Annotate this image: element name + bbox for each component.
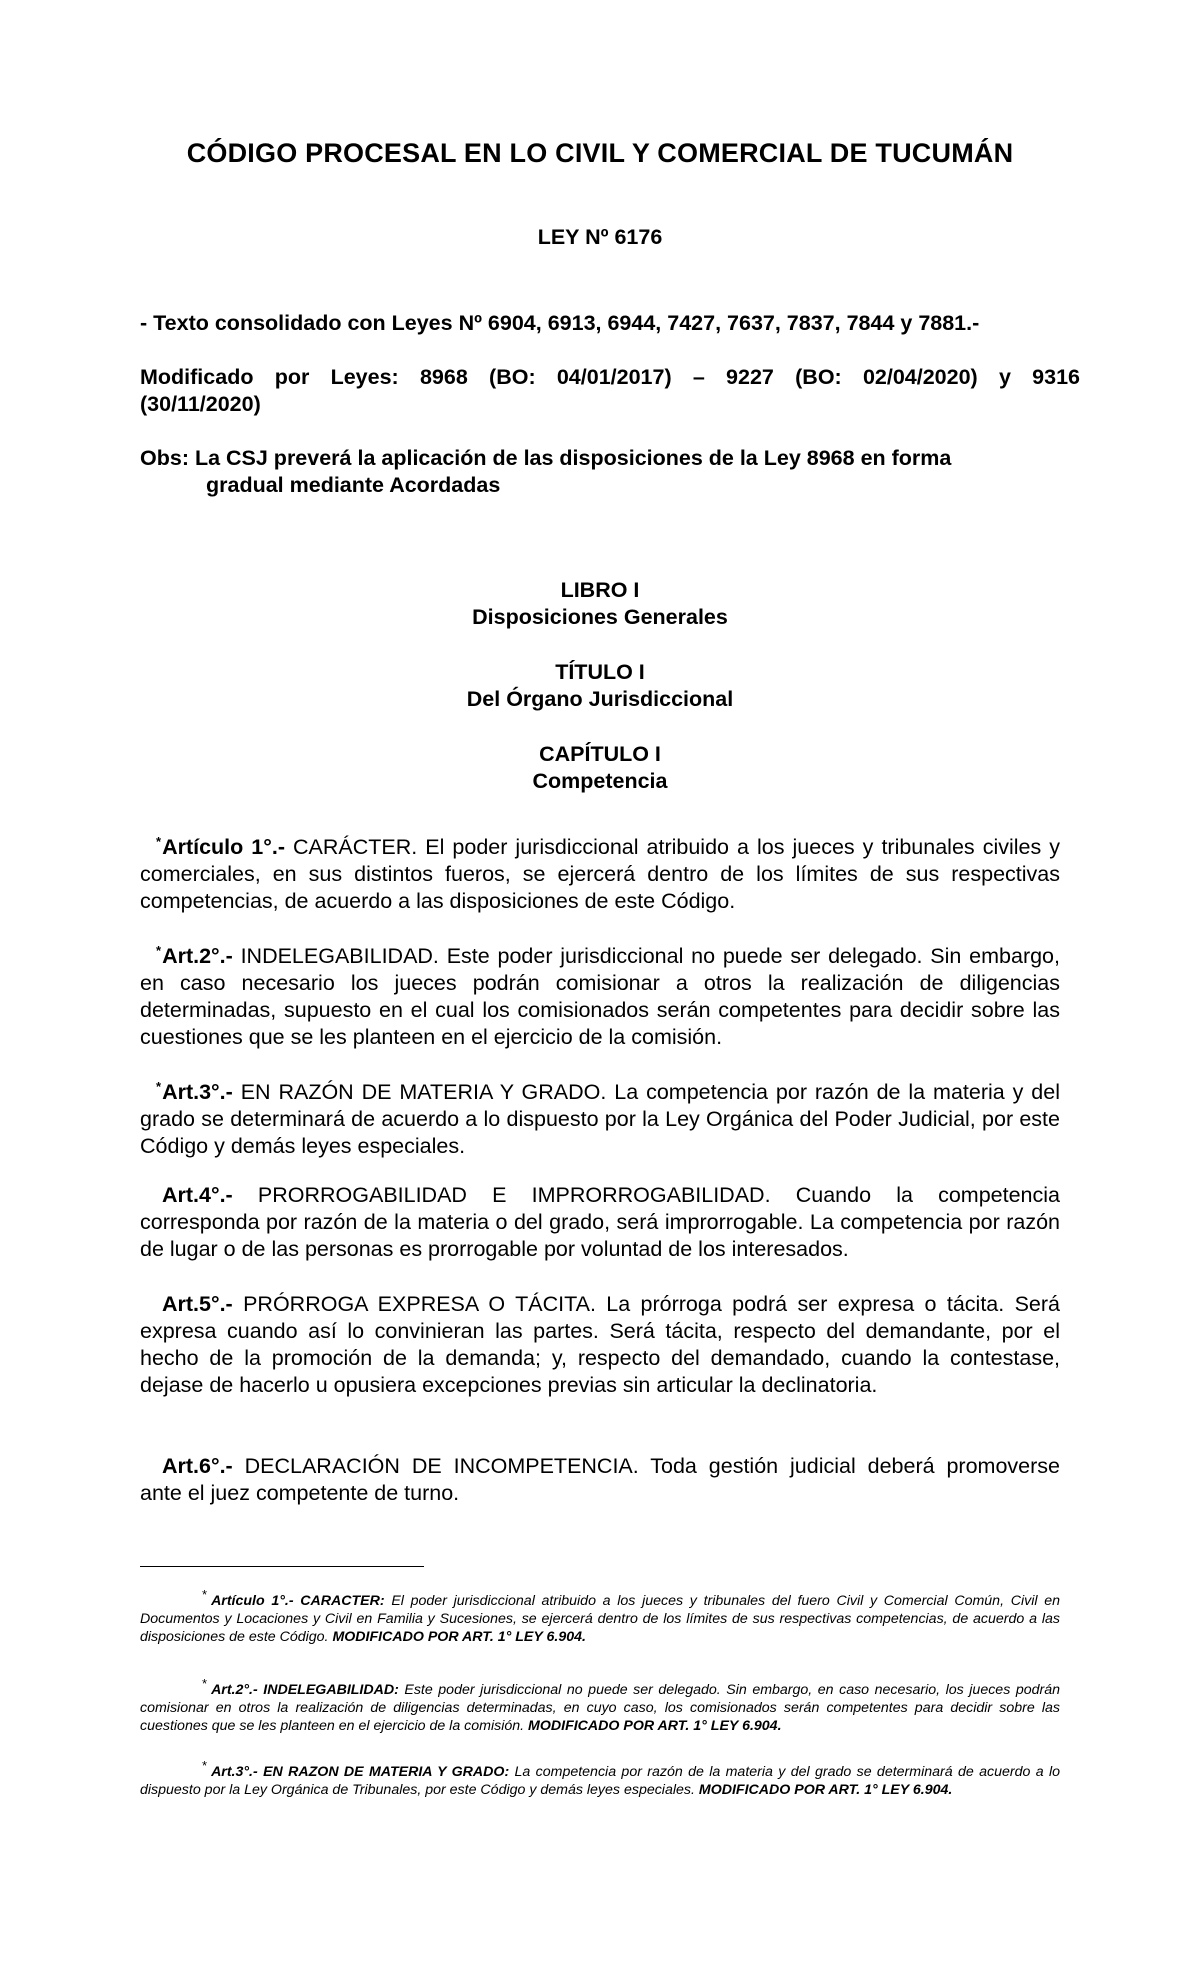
chapter-subtitle: Competencia (532, 769, 668, 793)
law-number: LEY Nº 6176 (537, 225, 663, 249)
footnote-marker: * (202, 1587, 208, 1602)
modification-note (140, 364, 1080, 418)
article-label: Art.5°.- (162, 1292, 233, 1316)
footnote-label: Art.2°.- INDELEGABILIDAD: (211, 1682, 399, 1698)
footnote-modified: MODIFICADO POR ART. 1° LEY 6.904. (698, 1782, 953, 1798)
footnote-modified: MODIFICADO POR ART. 1° LEY 6.904. (528, 1718, 782, 1734)
article-6 (140, 1453, 1060, 1507)
article-text: CARÁCTER. El poder jurisdiccional atribuido a los jueces y tribunales civiles y comerciales, en sus distintos fueros, se ejercerá dentro de los límites de sus respectivas competencias, de acuerdo a las disposiciones de este Código. (140, 835, 1060, 913)
footnote-label: Art.3°.- EN RAZON DE MATERIA Y GRADO: (211, 1764, 510, 1780)
article-label: Art.2°.- (162, 944, 233, 968)
modification-line-2: (30/11/2020) (140, 392, 261, 416)
chapter-number: CAPÍTULO I (539, 742, 661, 766)
book-heading (140, 577, 1060, 631)
footnote-marker: * (202, 1758, 208, 1773)
footnote-marker: * (202, 1676, 208, 1691)
article-text: PRÓRROGA EXPRESA O TÁCITA. La prórroga podrá ser expresa o tácita. Será expresa cuando así lo convinieran las partes. Será tácita, respecto del demandante, por el hecho de la promoción de la demanda; y, respecto del demandado, cuando la contestase, dejase de hacerlo u opusiera excepciones previas sin articular la declinatoria. (140, 1292, 1060, 1397)
footnote-modified: MODIFICADO POR ART. 1° LEY 6.904. (332, 1629, 586, 1645)
article-3 (140, 1073, 1060, 1160)
article-label: Art.3°.- (162, 1080, 233, 1104)
title-number: TÍTULO I (555, 660, 645, 684)
article-label: Art.4°.- (162, 1183, 233, 1207)
article-text: PRORROGABILIDAD E IMPRORROGABILIDAD. Cuando la competencia corresponda por razón de la materia o del grado, será improrrogable. La competencia por razón de lugar o de las personas es prorrogable por voluntad de los interesados. (140, 1183, 1060, 1261)
footnote-label: Artículo 1°.- CARACTER: (211, 1593, 385, 1609)
footnote-text: Este poder jurisdiccional no puede ser delegado. Sin embargo, en caso necesario, los jueces podrán comisionar en otros la realización de diligencias determinadas, en cuyo caso, los comisionados serán competentes para decidir sobre las cuestiones que se les planteen en el ejercicio de la comisión. (140, 1682, 1060, 1734)
article-text: EN RAZÓN DE MATERIA Y GRADO. La competencia por razón de la materia y del grado se determinará de acuerdo a lo dispuesto por la Ley Orgánica del Poder Judicial, por este Código y demás leyes especiales. (140, 1080, 1060, 1158)
title-subtitle: Del Órgano Jurisdiccional (466, 687, 734, 711)
consolidated-text-note: - Texto consolidado con Leyes Nº 6904, 6913, 6944, 7427, 7637, 7837, 7844 y 7881.- (140, 311, 980, 335)
footnote-text: El poder jurisdiccional atribuido a los jueces y tribunales del fuero Civil y Comercial Común, Civil en Documentos y Locaciones y Civil en Familia y Sucesiones, se ejercerá dentro de los límites de sus respectivas competencias, de acuerdo a las disposiciones de este Código. (140, 1593, 1060, 1645)
modification-line-1: Modificado por Leyes: 8968 (BO: 04/01/2017) – 9227 (BO: 02/04/2020) y 9316 (140, 365, 1080, 389)
article-5 (140, 1291, 1060, 1399)
article-2 (140, 937, 1060, 1051)
chapter-heading (140, 741, 1060, 795)
footnote-3 (140, 1757, 1060, 1799)
footnote-marker[interactable]: * (156, 1079, 162, 1094)
observation-line-2: gradual mediante Acordadas (206, 473, 501, 497)
article-text: DECLARACIÓN DE INCOMPETENCIA. Toda gestión judicial deberá promoverse ante el juez competente de turno. (140, 1454, 1060, 1505)
article-4 (140, 1182, 1060, 1263)
book-subtitle: Disposiciones Generales (472, 605, 728, 629)
footnote-marker[interactable]: * (156, 834, 162, 849)
article-label: Art.6°.- (162, 1454, 233, 1478)
footnote-marker[interactable]: * (156, 943, 162, 958)
footnote-1 (140, 1586, 1060, 1646)
article-1 (140, 828, 1060, 915)
footnote-separator (140, 1566, 424, 1567)
article-label: Artículo 1°.- (162, 835, 285, 859)
footnote-text: La competencia por razón de la materia y del grado se determinará de acuerdo a lo dispuesto por la Ley Orgánica de Tribunales, por este Código y demás leyes especiales. (140, 1764, 1060, 1798)
observation-note (140, 445, 1080, 499)
document-title: CÓDIGO PROCESAL EN LO CIVIL Y COMERCIAL DE TUCUMÁN (186, 138, 1014, 168)
title-heading (140, 659, 1060, 713)
article-text: INDELEGABILIDAD. Este poder jurisdiccional no puede ser delegado. Sin embargo, en caso necesario los jueces podrán comisionar a otros la realización de diligencias determinadas, supuesto en el cual los comisionados serán competentes para decidir sobre las cuestiones que se les planteen en el ejercicio de la comisión. (140, 944, 1060, 1049)
footnote-2 (140, 1675, 1060, 1735)
book-title: LIBRO I (560, 578, 640, 602)
observation-line-1: Obs: La CSJ preverá la aplicación de las disposiciones de la Ley 8968 en forma (140, 446, 952, 470)
